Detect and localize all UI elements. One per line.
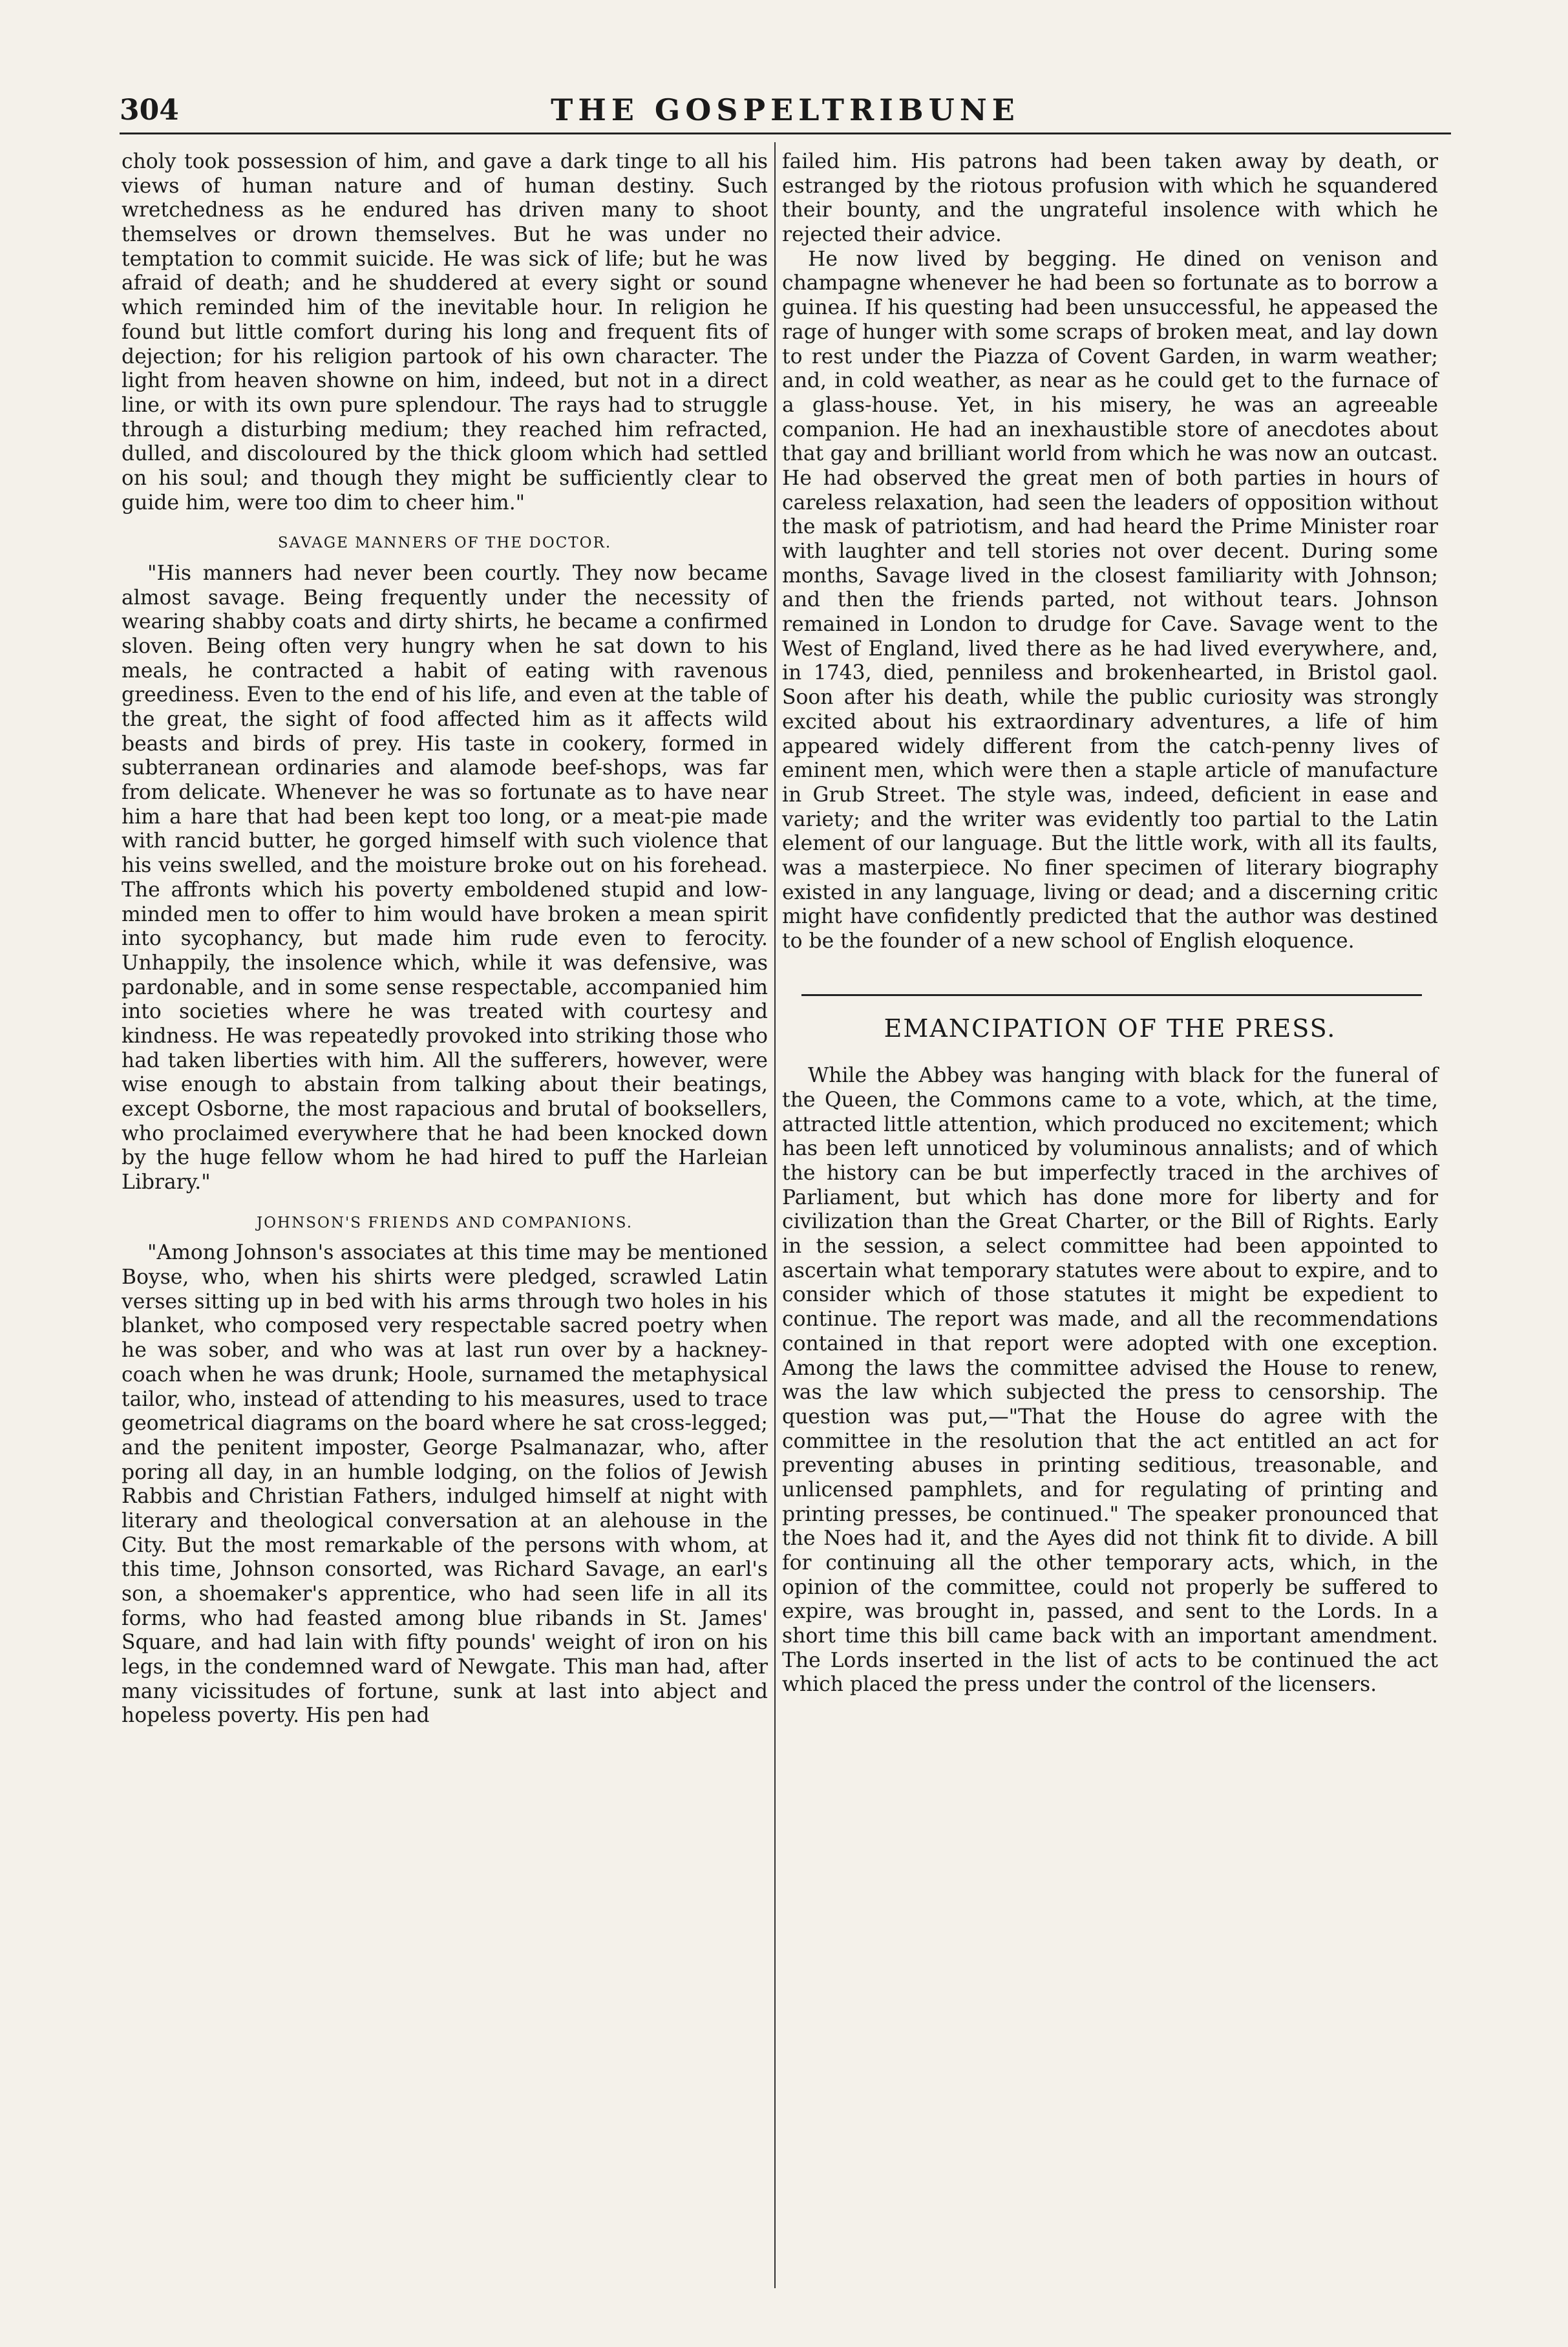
- left-column: [122, 150, 768, 1728]
- running-title: THE GOSPELTRIBUNE: [551, 92, 1020, 127]
- column-divider: [774, 142, 776, 2288]
- paragraph: choly took possession of him, and gave a dark tinge to all his views of human nature and of human destiny. Such wretchedness as he endured has driven many to shoot themselves or drown themselves. But he was under no temptation to commit suicide. He was sick of life; but he was afraid of death; and he shuddered at every sight or sound which reminded him of the inevitable hour. In religion he found but little comfort during his long and frequent fits of dejection; for his religion partook of his own character. The light from heaven showne on him, indeed, but not in a direct line, or with its own pure splendour. The rays had to struggle through a disturbing medium; they reached him refracted, dulled, and discoloured by the thick gloom which had settled on his soul; and though they might be sufficiently clear to guide him, were too dim to cheer him.": [122, 150, 768, 515]
- right-column: [782, 150, 1438, 1697]
- section-rule: [801, 994, 1422, 996]
- subheading-savage-manners: SAVAGE MANNERS OF THE DOCTOR.: [277, 535, 612, 552]
- section-title: EMANCIPATION OF THE PRESS.: [884, 1014, 1337, 1043]
- paragraph: failed him. His patrons had been taken away by death, or estranged by the riotous profusion with which he squandered their bounty, and the ungrateful insolence with which he rejected their advice.: [782, 150, 1438, 247]
- page-header: [120, 87, 1451, 139]
- subheading-johnsons-friends: JOHNSON'S FRIENDS AND COMPANIONS.: [256, 1214, 633, 1231]
- paragraph: "His manners had never been courtly. They now became almost savage. Being frequently under the necessity of wearing shabby coats and dirty shirts, he became a confirmed sloven. Being often very hungry when he sat down to his meals, he contracted a habit of eating with ravenous greediness. Even to the end of his life, and even at the table of the great, the sight of food affected him as it affects wild beasts and birds of prey. His taste in cookery, formed in subterranean ordinaries and alamode beef-shops, was far from delicate. Whenever he was so fortunate as to have near him a hare that had been kept too long, or a meat-pie made with rancid butter, he gorged himself with such violence that his veins swelled, and the moisture broke out on his forehead. The affronts which his poverty emboldened stupid and low-minded men to offer to him would have broken a mean spirit into sycophancy, but made him rude even to ferocity. Unhappily, the insolence which, while it was defensive, was pardonable, and in some sense respectable, accompanied him into societies where he was treated with courtesy and kindness. He was repeatedly provoked into striking those who had taken liberties with him. All the sufferers, however, were wise enough to abstain from talking about their beatings, except Osborne, the most rapacious and brutal of booksellers, who proclaimed everywhere that he had been knocked down by the huge fellow whom he had hired to puff the Harleian Library.": [122, 561, 768, 1195]
- paragraph: While the Abbey was hanging with black for the funeral of the Queen, the Commons came to a vote, which, at the time, attracted little attention, which produced no excitement; which has been left unnoticed by voluminous annalists; and of which the history can be but imperfectly traced in the archives of Parliament, but which has done more for liberty and for civilization than the Great Charter, or the Bill of Rights. Early in the session, a select committee had been appointed to ascertain what temporary statutes were about to expire, and to consider which of those statutes it might be expedient to continue. The report was made, and all the recommendations contained in that report were adopted with one exception. Among the laws the committee advised the House to renew, was the law which subjected the press to censorship. The question was put,—"That the House do agree with the committee in the resolution that the act entitled an act for preventing abuses in printing seditious, treasonable, and unlicensed pamphlets, and for regulating of printing and printing presses, be continued." The speaker pronounced that the Noes had it, and the Ayes did not think fit to divide. A bill for continuing all the other temporary acts, which, in the opinion of the committee, could not properly be suffered to expire, was brought in, passed, and sent to the Lords. In a short time this bill came back with an important amendment. The Lords inserted in the list of acts to be continued the act which placed the press under the control of the licensers.: [782, 1064, 1438, 1697]
- header-rule: [120, 133, 1451, 134]
- paragraph: He now lived by begging. He dined on venison and champagne whenever he had been so fortunate as to borrow a guinea. If his questing had been unsuccessful, he appeased the rage of hunger with some scraps of broken meat, and lay down to rest under the Piazza of Covent Garden, in warm weather; and, in cold weather, as near as he could get to the furnace of a glass-house. Yet, in his misery, he was an agreeable companion. He had an inexhaustible store of anecdotes about that gay and brilliant world from which he was now an outcast. He had observed the great men of both parties in hours of careless relaxation, had seen the leaders of opposition without the mask of patriotism, and had heard the Prime Minister roar with laughter and tell stories not over decent. During some months, Savage lived in the closest familiarity with Johnson; and then the friends parted, not without tears. Johnson remained in London to drudge for Cave. Savage went to the West of England, lived there as he had lived everywhere, and, in 1743, died, penniless and brokenhearted, in Bristol gaol. Soon after his death, while the public curiosity was strongly excited about his extraordinary adventures, a life of him appeared widely different from the catch-penny lives of eminent men, which were then a staple article of manufacture in Grub Street. The style was, indeed, deficient in ease and variety; and the writer was evidently too partial to the Latin element of our language. But the little work, with all its faults, was a masterpiece. No finer specimen of literary biography existed in any language, living or dead; and a discerning critic might have confidently predicted that the author was destined to be the founder of a new school of English eloquence.: [782, 247, 1438, 953]
- paragraph: "Among Johnson's associates at this time may be mentioned Boyse, who, when his shirts were pledged, scrawled Latin verses sitting up in bed with his arms through two holes in his blanket, who composed very respectable sacred poetry when he was sober, and who was at last run over by a hackney-coach when he was drunk; Hoole, surnamed the metaphysical tailor, who, instead of attending to his measures, used to trace geometrical diagrams on the board where he sat cross-legged; and the penitent imposter, George Psalmanazar, who, after poring all day, in an humble lodging, on the folios of Jewish Rabbis and Christian Fathers, indulged himself at night with literary and theological conversation at an alehouse in the City. But the most remarkable of the persons with whom, at this time, Johnson consorted, was Richard Savage, an earl's son, a shoemaker's apprentice, who had seen life in all its forms, who had feasted among blue ribands in St. James' Square, and had lain with fifty pounds' weight of iron on his legs, in the condemned ward of Newgate. This man had, after many vicissitudes of fortune, sunk at last into abject and hopeless poverty. His pen had: [122, 1241, 768, 1728]
- page-number: 304: [120, 94, 179, 127]
